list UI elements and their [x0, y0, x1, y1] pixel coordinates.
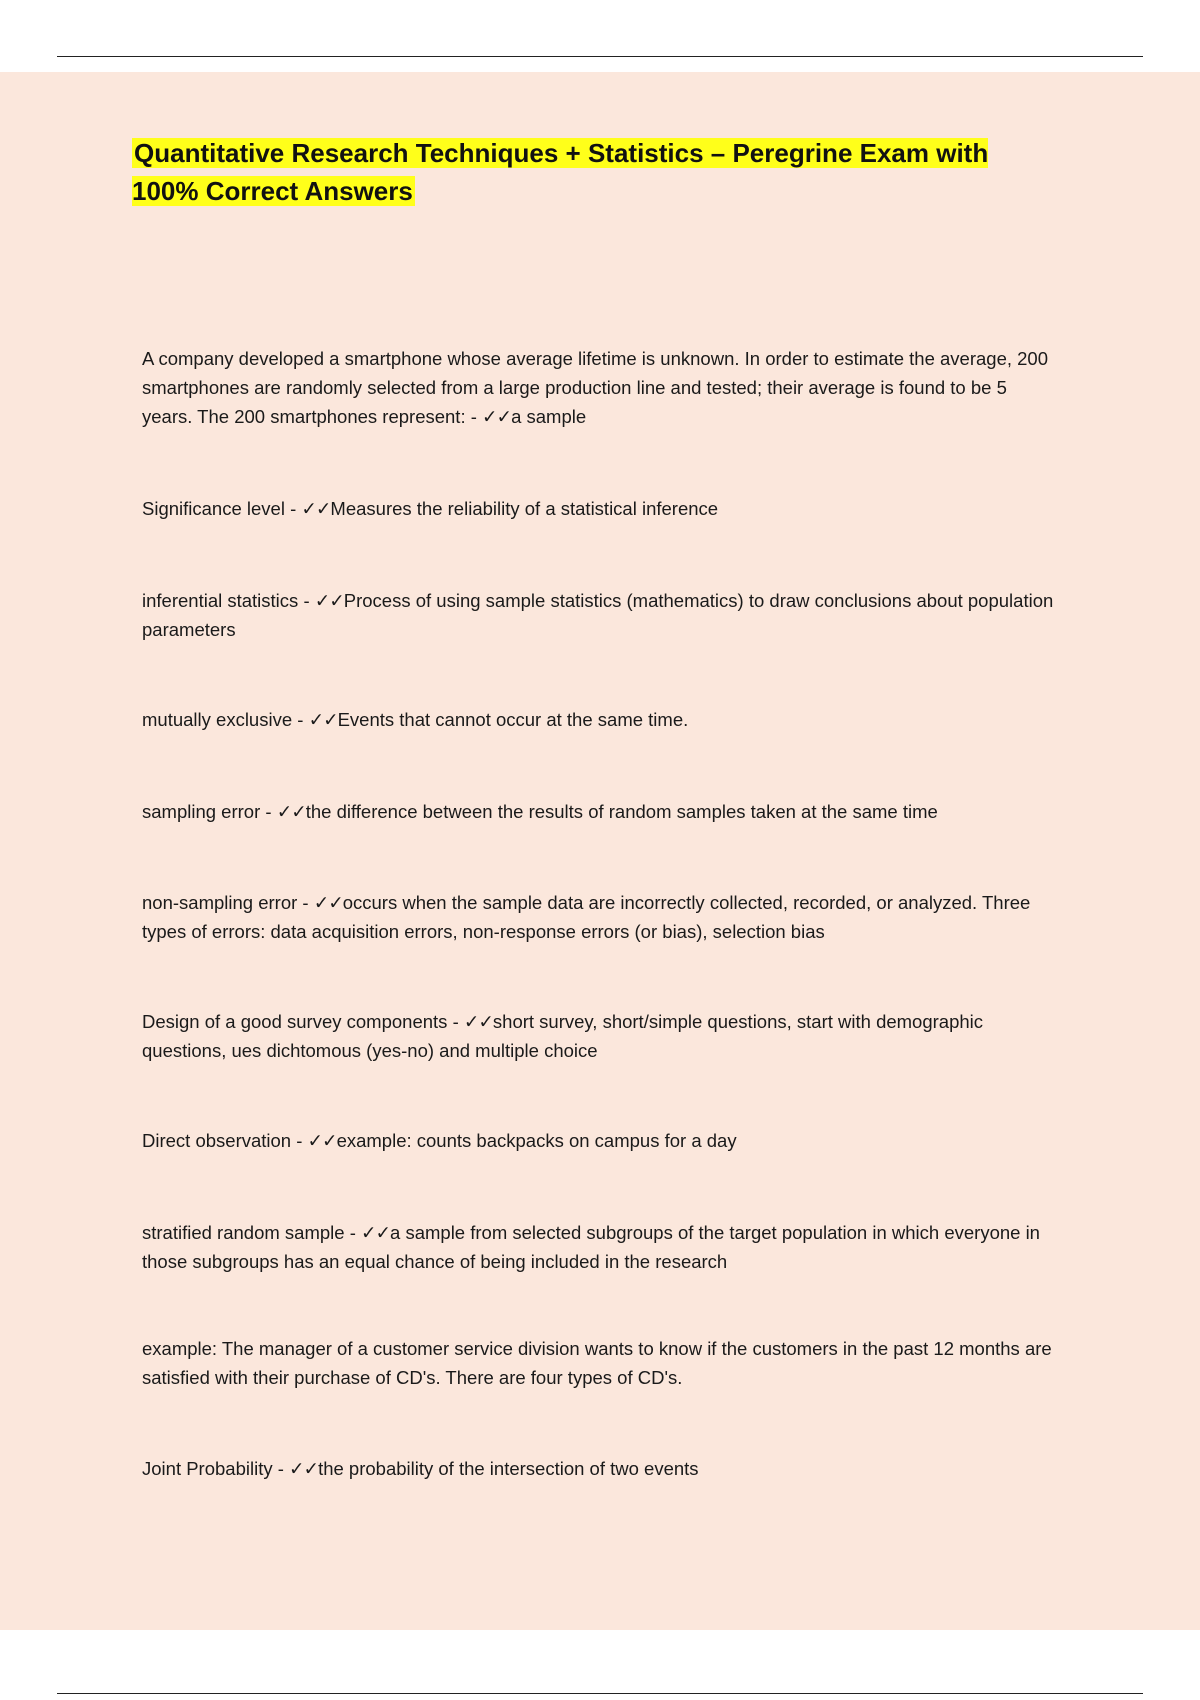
double-check-icon: ✓✓	[313, 892, 343, 913]
qa-item-4	[142, 705, 1062, 734]
qa-separator: -	[265, 801, 272, 822]
qa-item-2	[142, 494, 1062, 523]
double-check-icon: ✓✓	[314, 590, 344, 611]
qa-item-11	[142, 1454, 1062, 1483]
qa-answer: Process of using sample statistics (mathematics) to draw conclusions about population parameters	[142, 590, 1054, 640]
qa-answer: occurs when the sample data are incorrectly collected, recorded, or analyzed. Three types of errors: data acquisition errors, non-response errors (or bias), selection bias	[142, 892, 1031, 942]
qa-separator: -	[302, 892, 309, 913]
qa-item-9	[142, 1218, 1062, 1276]
qa-text: example: The manager of a customer service division wants to know if the customers in the past 12 months are satisfied with their purchase of CD's. There are four types of CD's.	[142, 1338, 1052, 1388]
double-check-icon: ✓✓	[301, 498, 331, 519]
qa-term: A company developed a smartphone whose average lifetime is unknown. In order to estimate the average, 200 smartphones are randomly selected from a large production line and tested; their average is found to be 5 years. The 200 smartphones represent:	[142, 348, 1049, 427]
qa-item-7	[142, 1007, 1062, 1065]
qa-separator: -	[290, 498, 297, 519]
top-rule	[57, 56, 1143, 57]
qa-term: mutually exclusive	[142, 709, 293, 730]
qa-answer: example: counts backpacks on campus for a day	[336, 1130, 737, 1151]
double-check-icon: ✓✓	[289, 1458, 319, 1479]
qa-answer: the probability of the intersection of two events	[318, 1458, 699, 1479]
double-check-icon: ✓✓	[482, 406, 512, 427]
qa-term: Significance level	[142, 498, 285, 519]
qa-answer: short survey, short/simple questions, start with demographic questions, ues dichtomous (yes-no) and multiple choice	[142, 1011, 984, 1061]
qa-term: Direct observation	[142, 1130, 292, 1151]
qa-term: Joint Probability	[142, 1458, 273, 1479]
qa-separator: -	[296, 1130, 303, 1151]
qa-separator: -	[452, 1011, 459, 1032]
qa-term: stratified random sample	[142, 1222, 345, 1243]
bottom-rule	[57, 1693, 1143, 1694]
double-check-icon: ✓✓	[308, 709, 338, 730]
qa-answer: a sample from selected subgroups of the target population in which everyone in those subgroups has an equal chance of being included in the research	[142, 1222, 1040, 1272]
qa-item-6	[142, 888, 1062, 946]
qa-item-1	[142, 344, 1062, 431]
qa-answer: a sample	[511, 406, 587, 427]
title-highlight: Quantitative Research Techniques + Statistics – Peregrine Exam with 100% Correct Answers	[132, 138, 989, 206]
double-check-icon: ✓✓	[463, 1011, 493, 1032]
qa-separator: -	[303, 590, 310, 611]
qa-item-8	[142, 1126, 1062, 1155]
qa-item-3	[142, 586, 1062, 644]
qa-answer: the difference between the results of random samples taken at the same time	[305, 801, 938, 822]
double-check-icon: ✓✓	[361, 1222, 391, 1243]
qa-item-5	[142, 797, 1062, 826]
qa-term: sampling error	[142, 801, 261, 822]
qa-separator: -	[470, 406, 477, 427]
qa-separator: -	[277, 1458, 284, 1479]
double-check-icon: ✓✓	[276, 801, 306, 822]
qa-answer: Measures the reliability of a statistical inference	[330, 498, 719, 519]
qa-separator: -	[349, 1222, 356, 1243]
document-title	[132, 134, 1032, 210]
qa-separator: -	[297, 709, 304, 730]
qa-term: non-sampling error	[142, 892, 298, 913]
qa-term: Design of a good survey components	[142, 1011, 448, 1032]
qa-term: inferential statistics	[142, 590, 299, 611]
double-check-icon: ✓✓	[307, 1130, 337, 1151]
qa-answer: Events that cannot occur at the same time.	[337, 709, 689, 730]
document-page	[0, 72, 1200, 1630]
qa-item-10	[142, 1334, 1062, 1392]
